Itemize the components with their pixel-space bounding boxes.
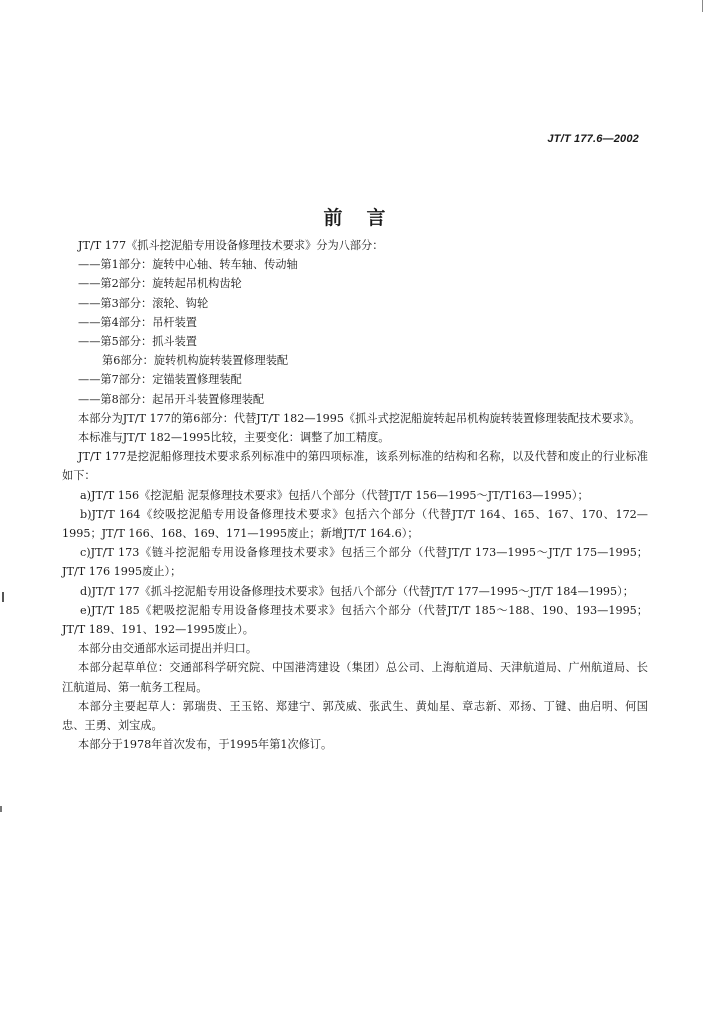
part-item: ——第2部分：旋转起吊机构齿轮 <box>78 277 242 291</box>
paragraph: 本部分于1978年首次发布，于1995年第1次修订。 <box>78 738 333 752</box>
part-item: ——第4部分：吊杆装置 <box>78 315 197 329</box>
part-item: ——第5部分：抓斗装置 <box>78 335 197 349</box>
list-item: c)JT/T 173《链斗挖泥船专用设备修理技术要求》包括三个部分（代替JT/T 173—1995～JT/T 175—1995；JT/T 176 1995废止）； <box>62 546 648 579</box>
intro-line: JT/T 177《抓斗挖泥船专用设备修理技术要求》分为八部分： <box>78 239 384 252</box>
scan-mark <box>0 806 2 812</box>
paragraph: 本部分主要起草人：郭瑞贵、王玉铭、郑建宁、郭茂威、张武生、黄灿星、章志新、邓扬、丁键、曲启明、何国忠、王勇、刘宝成。 <box>62 699 648 733</box>
scan-mark <box>702 0 703 12</box>
paragraph: JT/T 177是挖泥船修理技术要求系列标准中的第四项标准，该系列标准的结构和名称，以及代替和废止的行业标准如下： <box>62 450 648 483</box>
list-item: d)JT/T 177《抓斗挖泥船专用设备修理技术要求》包括八个部分（代替JT/T 177—1995～JT/T 184—1995）； <box>80 584 634 598</box>
list-item: e)JT/T 185《耙吸挖泥船专用设备修理技术要求》包括六个部分（代替JT/T 185～188、190、193—1995；JT/T 189、191、192—1995废止）。 <box>62 603 648 637</box>
standard-code: JT/T 177.6—2002 <box>547 133 639 145</box>
page-title: 前言 <box>323 207 410 229</box>
part-item: ——第7部分：定锚装置修理装配 <box>78 373 242 387</box>
paragraph: 本部分由交通部水运司提出并归口。 <box>78 642 258 656</box>
list-item: a)JT/T 156《挖泥船 泥泵修理技术要求》包括八个部分（代替JT/T 156—1995～JT/T163—1995）； <box>80 488 589 502</box>
foreword-body <box>62 236 648 754</box>
part-item: ——第8部分：起吊开斗装置修理装配 <box>78 392 265 406</box>
scan-mark <box>2 592 4 602</box>
list-item: b)JT/T 164《绞吸挖泥船专用设备修理技术要求》包括六个部分（代替JT/T 164、165、167、170、172—1995；JT/T 166、168、169、171—1995废止；新增JT/T 164.6）； <box>62 507 648 541</box>
paragraph: 本部分为JT/T 177的第6部分：代替JT/T 182—1995《抓斗式挖泥船旋转起吊机构旋转装置修理装配技术要求》。 <box>78 411 641 425</box>
part-item: ——第1部分：旋转中心轴、转车轴、传动轴 <box>78 258 298 272</box>
paragraph: 本部分起草单位：交通部科学研究院、中国港湾建设（集团）总公司、上海航道局、天津航道局、广州航道局、长江航道局、第一航务工程局。 <box>62 661 648 694</box>
part-item: 第6部分：旋转机构旋转装置修理装配 <box>102 354 289 368</box>
paragraph: 本标准与JT/T 182—1995比较，主要变化：调整了加工精度。 <box>78 431 390 445</box>
part-item: ——第3部分：滚轮、钩轮 <box>78 296 209 310</box>
